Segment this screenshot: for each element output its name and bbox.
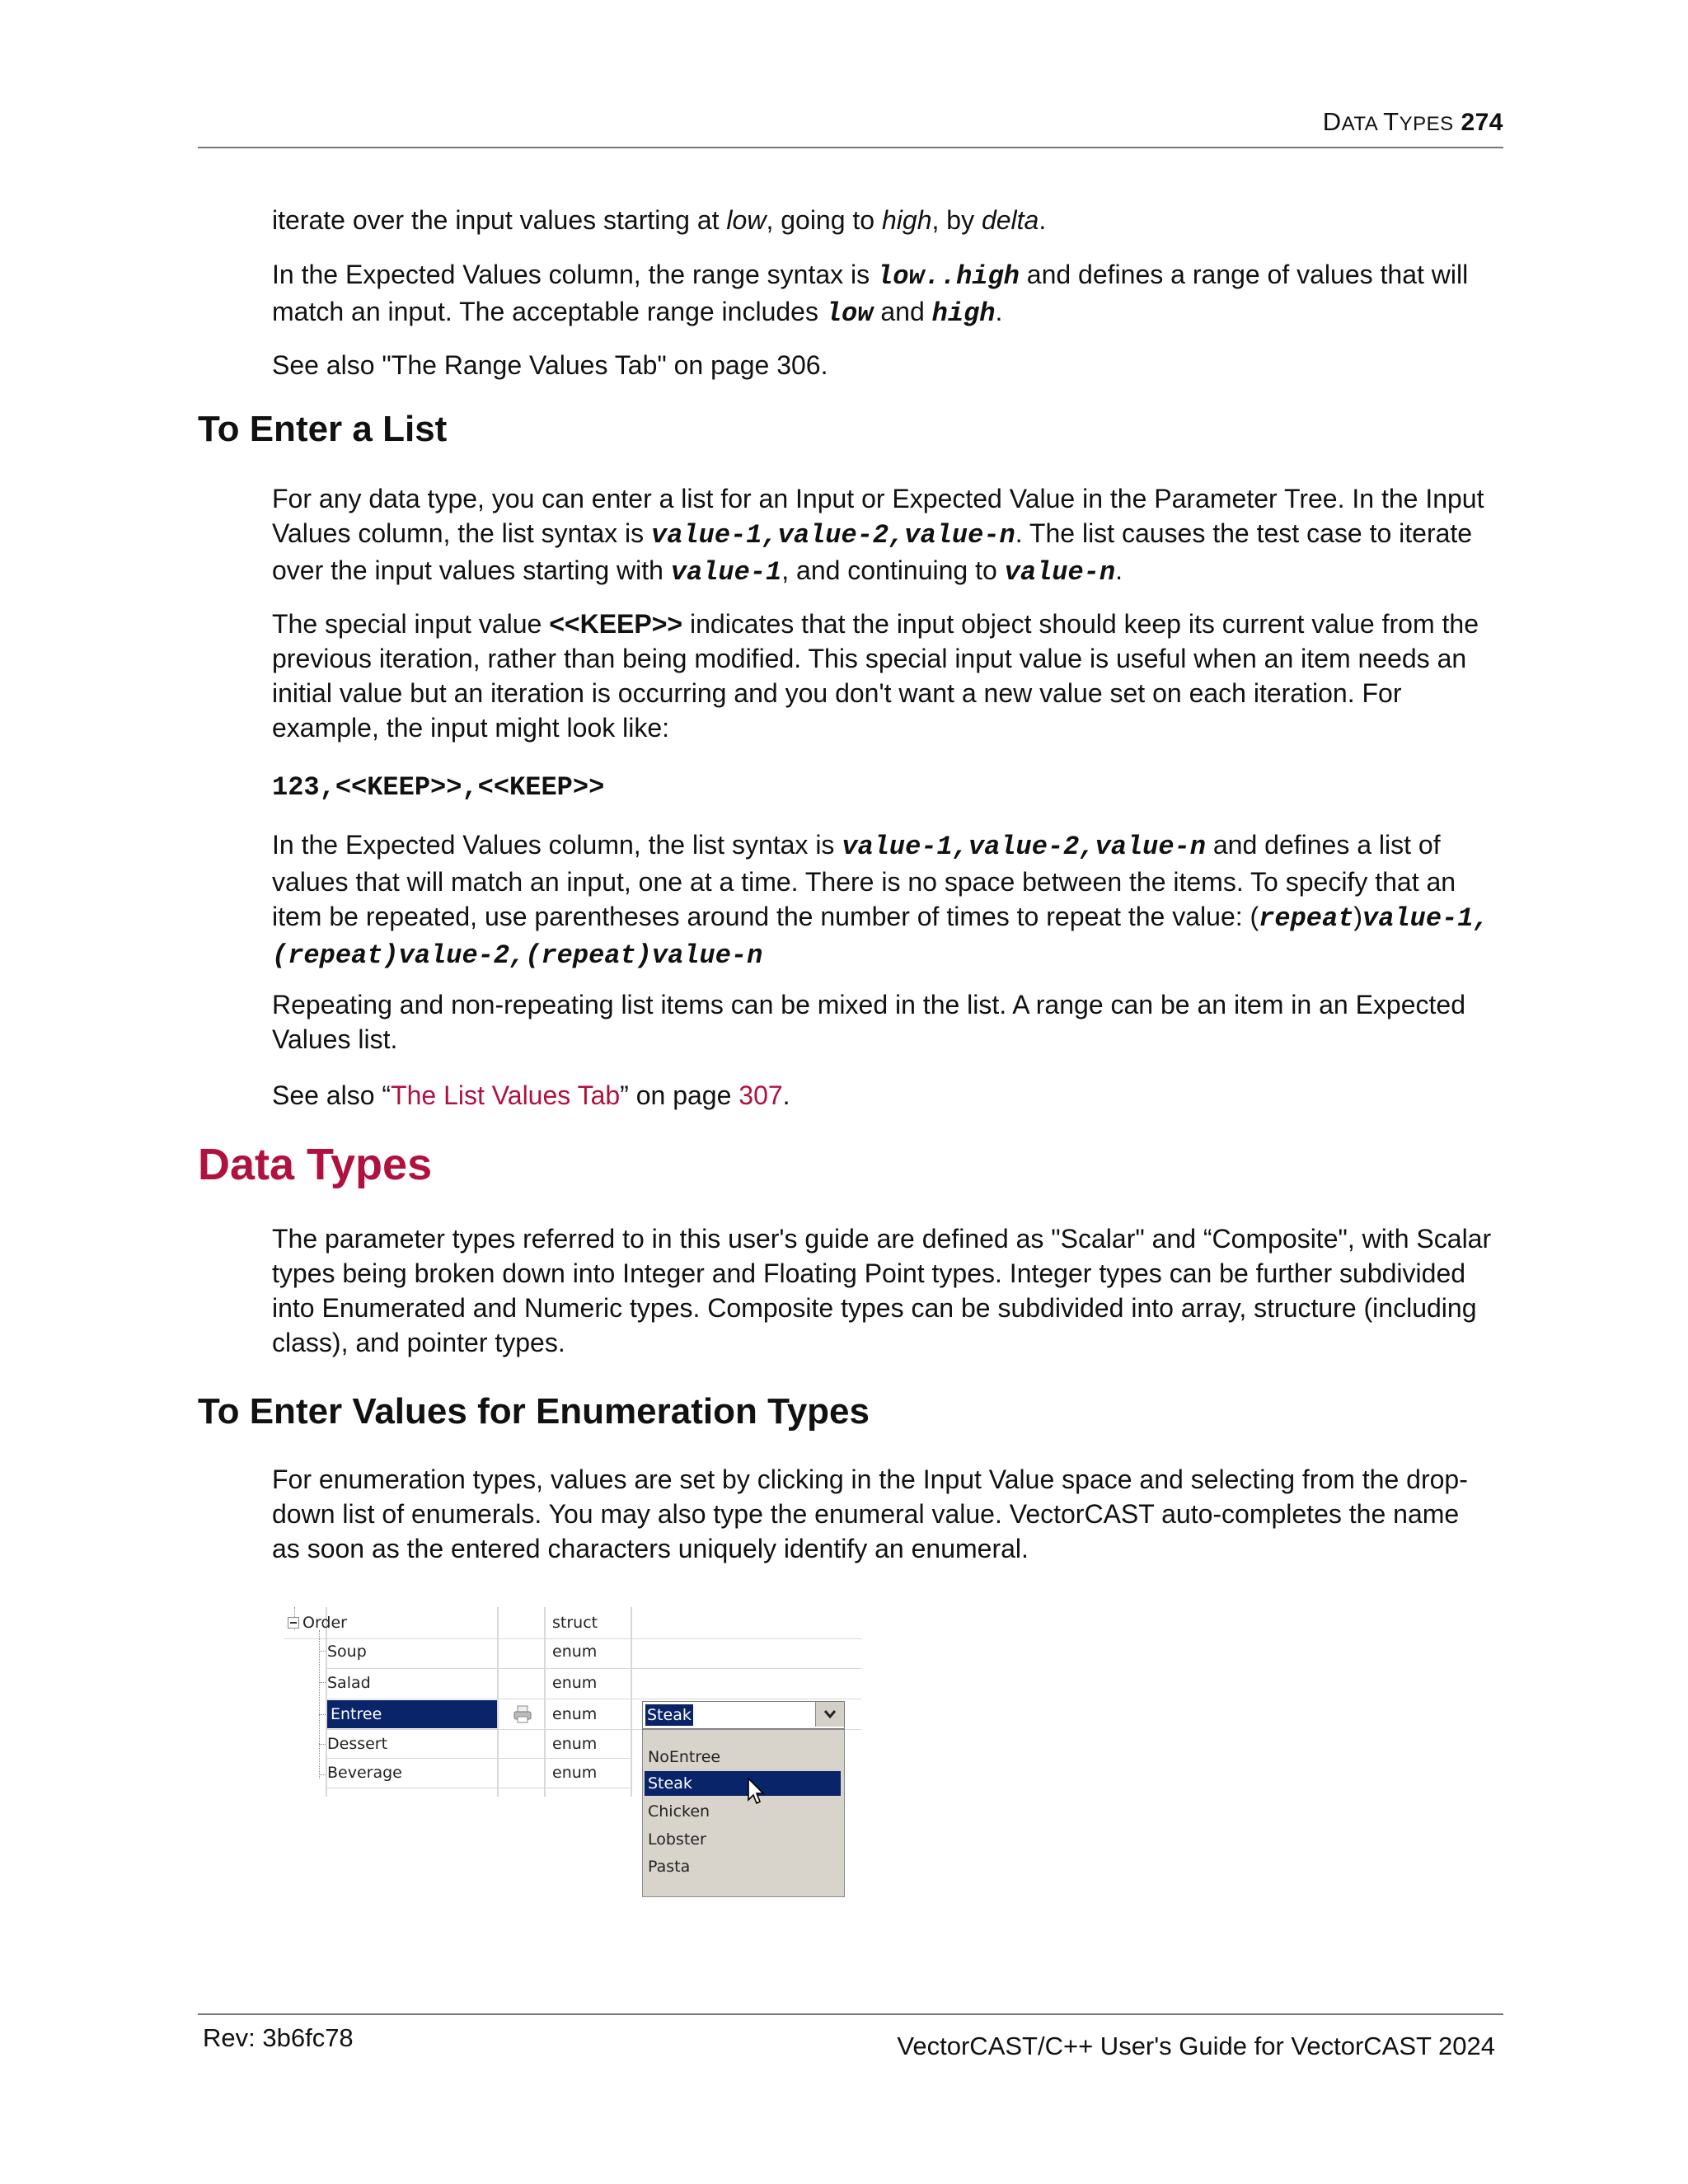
option-steak[interactable]: Steak xyxy=(648,1774,692,1793)
tree-item-entree[interactable]: Entree xyxy=(327,1700,497,1728)
paragraph-see-also-list: See also “The List Values Tab” on page 307. xyxy=(272,1080,790,1110)
paragraph-parameter-types: The parameter types referred to in this user's guide are defined as "Scalar" and “Composite", with Scalar types being broken down into Integer and Floating Point types. Integer types can be further subdivided into Enumerated and Numeric types. Composite types can be subdivided into array, structure (including class), and pointer types. xyxy=(272,1224,1492,1357)
guide-title: VectorCAST/C++ User's Guide for VectorCAST 2024 xyxy=(897,2032,1495,2060)
link-list-values-tab[interactable]: The List Values Tab xyxy=(391,1080,621,1110)
page-header xyxy=(198,104,1503,148)
enum-dropdown-screenshot xyxy=(284,1607,861,1920)
mouse-cursor-icon xyxy=(747,1777,767,1807)
header-section-rest: ATA xyxy=(1341,113,1384,135)
option-pasta[interactable]: Pasta xyxy=(648,1858,691,1876)
enum-dropdown-list xyxy=(642,1729,845,1897)
type-cell: enum xyxy=(552,1705,598,1723)
type-cell: enum xyxy=(552,1674,598,1692)
collapse-icon[interactable] xyxy=(288,1617,299,1629)
revision: Rev: 3b6fc78 xyxy=(203,2023,354,2052)
tree-item-soup[interactable]: Soup xyxy=(327,1643,367,1661)
paragraph-range-expected: In the Expected Values column, the range syntax is low..high and defines a range of values that will match an input. The acceptable range includes low and high. xyxy=(272,260,1469,329)
tree-item-salad[interactable]: Salad xyxy=(327,1674,371,1692)
page-number: 274 xyxy=(1461,109,1503,136)
paragraph-keep: The special input value <<KEEP>> indicates that the input object should keep its current value from the previous iteration, rather than being modified. This special input value is useful when an item needs an initial value but an iteration is occurring and you don't want a new value set on each iteration. For example, the input might look like: xyxy=(272,609,1479,743)
header-section-initial: D xyxy=(1322,107,1342,136)
printer-icon[interactable] xyxy=(513,1704,532,1724)
heading-enter-list: To Enter a List xyxy=(198,409,448,449)
chevron-down-icon xyxy=(816,1702,844,1727)
type-cell: enum xyxy=(552,1764,598,1782)
paragraph-enumeration: For enumeration types, values are set by clicking in the Input Value space and selecting from the drop-down list of enumerals. You may also type the enumeral value. VectorCAST auto-completes the name as soon as the entered characters uniquely identify an enumeral. xyxy=(272,1465,1468,1563)
option-chicken[interactable]: Chicken xyxy=(648,1802,710,1821)
paragraph-mixed-list: Repeating and non-repeating list items can be mixed in the list. A range can be an item in an Expected Values list. xyxy=(272,990,1465,1054)
enum-combobox[interactable] xyxy=(642,1701,845,1729)
combobox-value: Steak xyxy=(647,1706,692,1724)
type-cell: enum xyxy=(552,1643,598,1661)
option-noentree[interactable]: NoEntree xyxy=(648,1748,721,1766)
link-page-307[interactable]: 307 xyxy=(738,1080,783,1110)
option-lobster[interactable]: Lobster xyxy=(648,1830,706,1849)
tree-item-beverage[interactable]: Beverage xyxy=(327,1764,402,1782)
paragraph-range-iterate: iterate over the input values starting at low, going to high, by delta. xyxy=(272,205,1047,235)
heading-data-types: Data Types xyxy=(198,1140,433,1189)
type-cell: enum xyxy=(552,1735,598,1753)
type-cell: struct xyxy=(552,1614,598,1632)
paragraph-see-also-range: See also "The Range Values Tab" on page 306. xyxy=(272,350,828,380)
header-section-initial-2: T xyxy=(1383,107,1400,136)
dropdown-arrow-button[interactable] xyxy=(815,1702,844,1727)
running-header xyxy=(1323,107,1503,137)
paragraph-list-expected: In the Expected Values column, the list syntax is value-1,value-2,value-n and defines a list of values that will match an input, one at a time. There is no space between the items. To specify that an item be repeated, use parentheses around the number of times to repeat the value: (repeat)value-1,(repeat)value-2,(repeat)value-n xyxy=(272,830,1489,971)
code-example: 123,<<KEEP>>,<<KEEP>> xyxy=(272,772,605,803)
paragraph-list-syntax: For any data type, you can enter a list for an Input or Expected Value in the Parameter Tree. In the Input Values column, the list syntax is value-1,value-2,value-n. The list causes the test case to iterate over the input values starting with value-1, and continuing to value-n. xyxy=(272,484,1484,588)
heading-enumeration-types: To Enter Values for Enumeration Types xyxy=(198,1391,870,1432)
page-footer xyxy=(198,2013,1503,2060)
header-section-rest-2: YPES xyxy=(1399,113,1454,135)
tree-item-order[interactable]: Order xyxy=(302,1614,347,1632)
tree-item-dessert[interactable]: Dessert xyxy=(327,1735,388,1753)
